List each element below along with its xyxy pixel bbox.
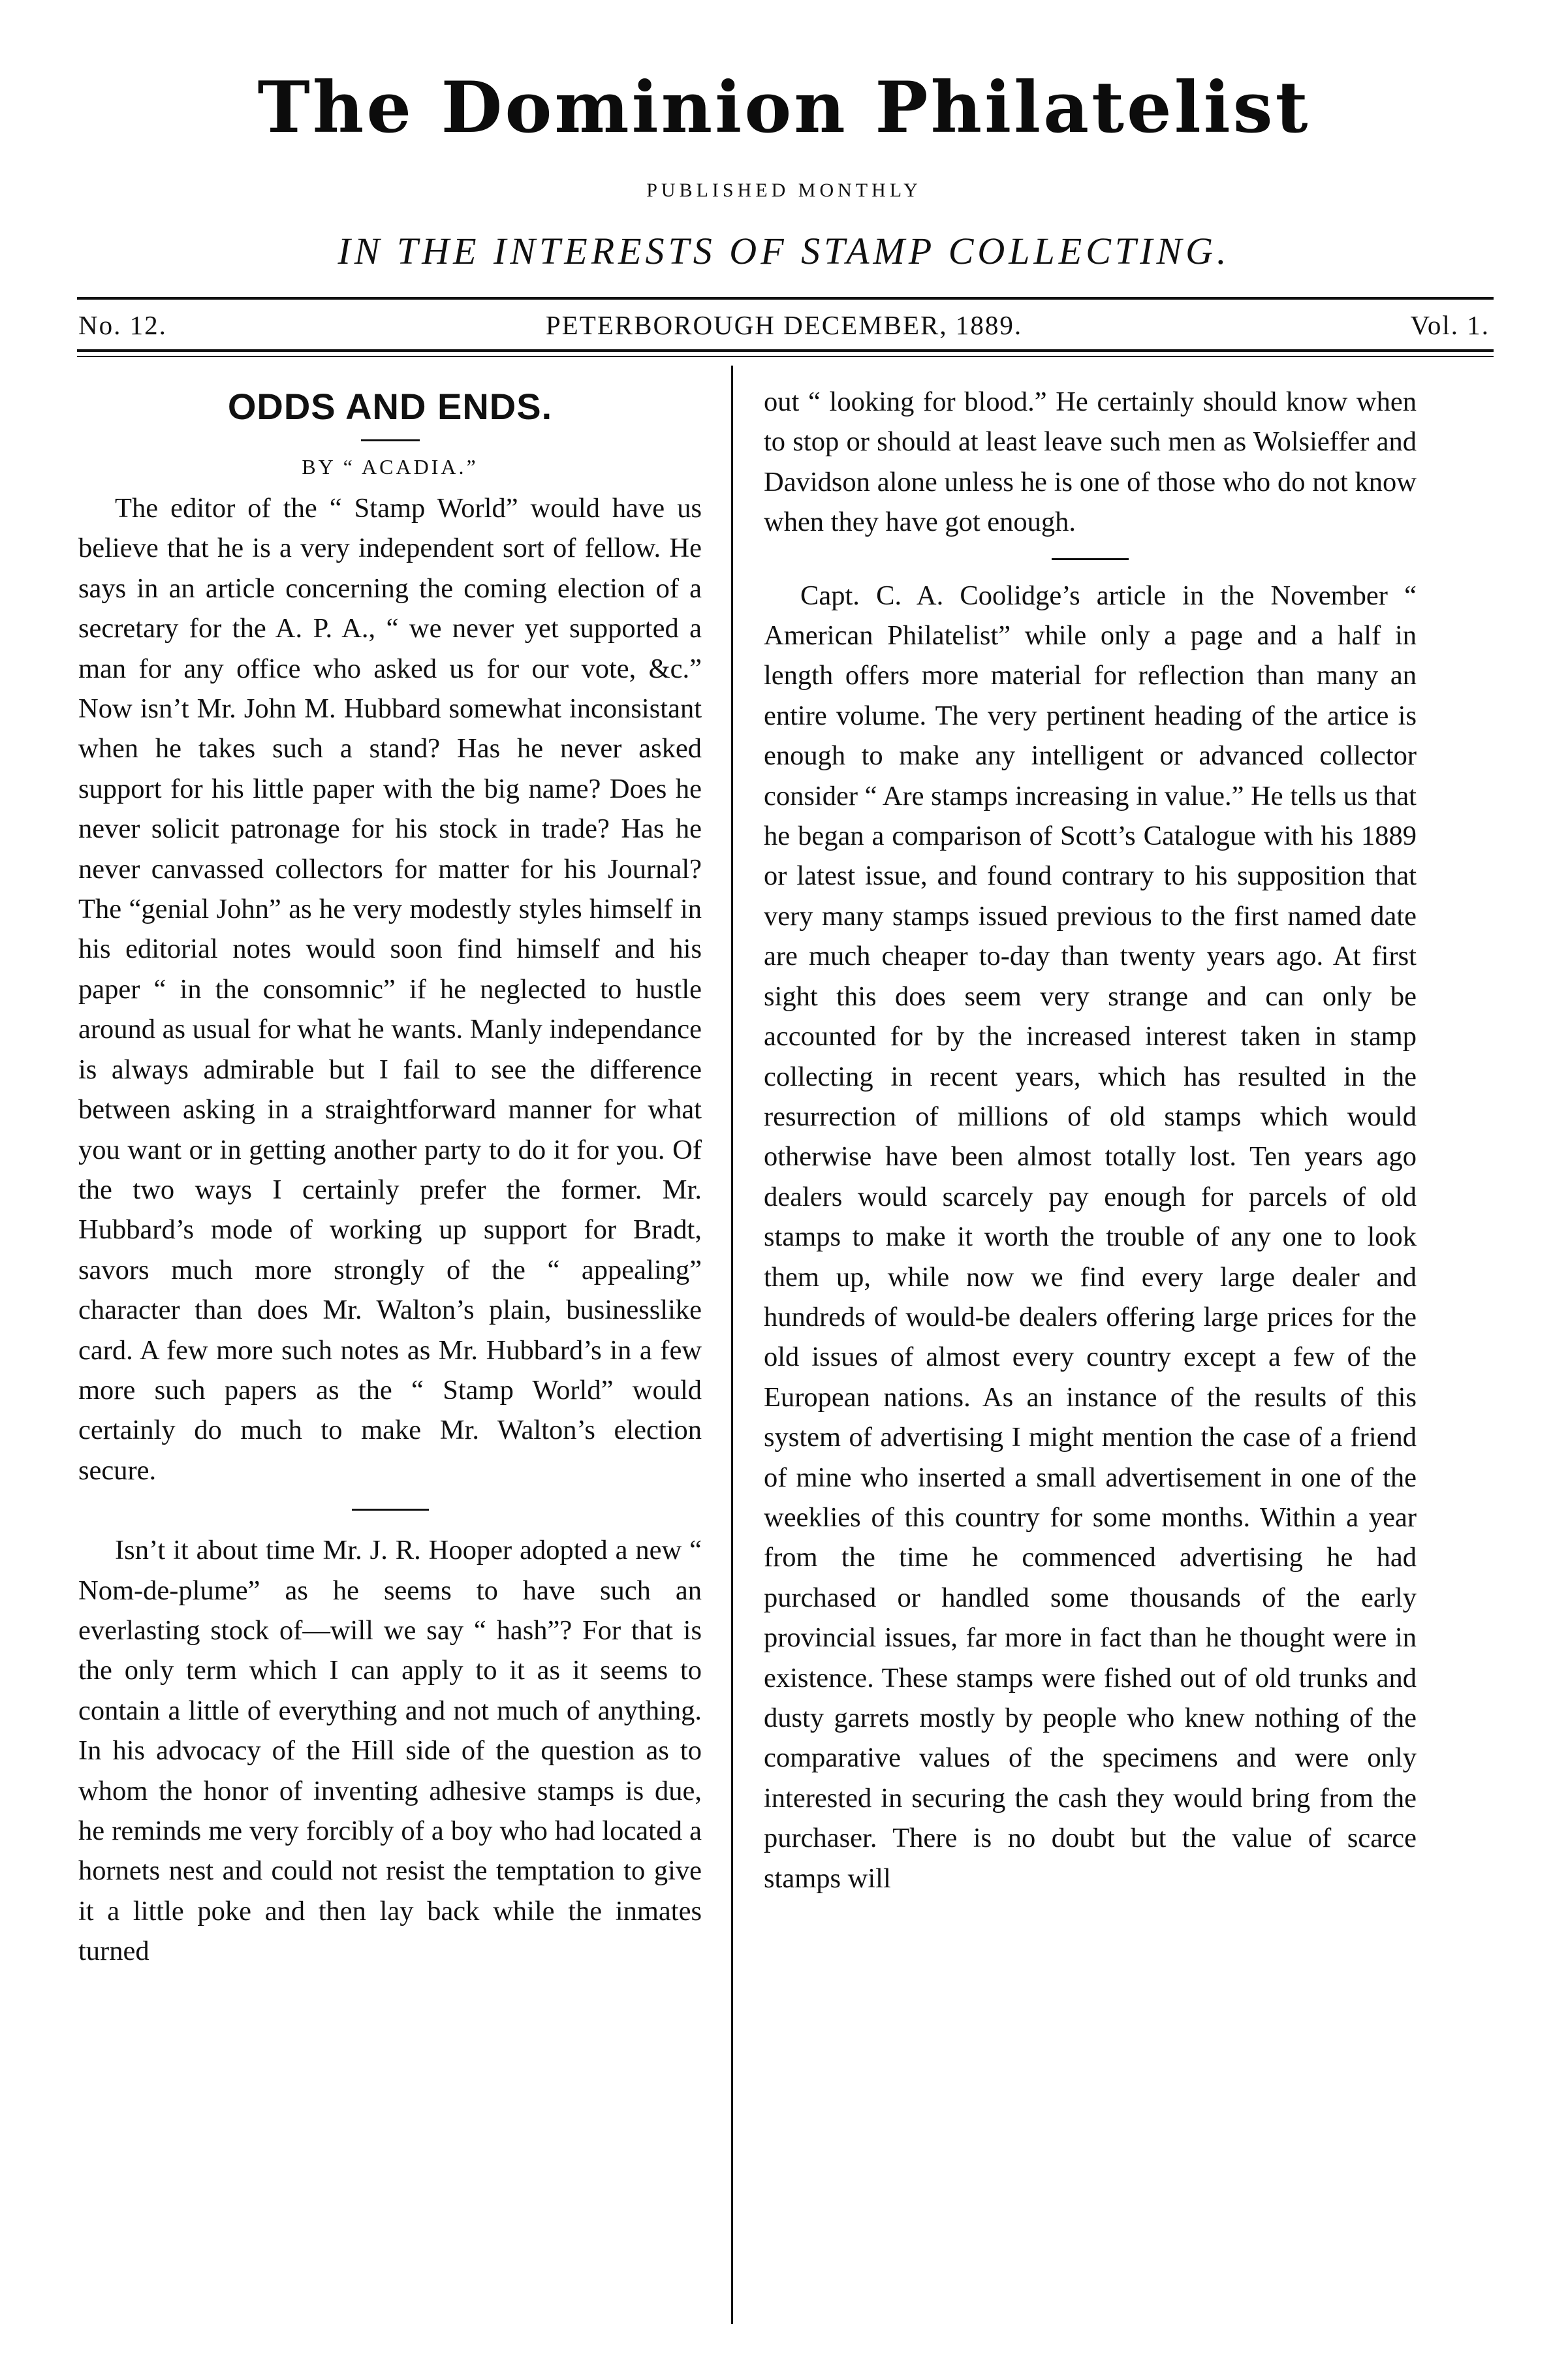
right-column [764, 382, 1417, 1898]
paragraph: Isn’t it about time Mr. J. R. Hooper adopted a new “ Nom-de-plume” as he seems to have such an everlasting stock of—will we say “ hash”? For that is the only term which I can apply to it as it seems to contain a little of everything and not much of anything. In his advocacy of the Hill side of the question as to whom the honor of inventing adhesive stamps is due, he reminds me very forcibly of a boy who had located a hornets nest and could not resist the temptation to give it a little poke and then lay back while the inmates turned [78, 1535, 702, 1967]
issue-place-date: PETERBOROUGH DECEMBER, 1889. [545, 310, 1023, 340]
paragraph: Capt. C. A. Coolidge’s article in the November “ American Philatelist” while only a page and a half in length offers more material for reflection than many an entire volume. The very pertinent heading of the artice is enough to make any intelligent or advanced collector consider “ Are stamps increasing in value.” He tells us that he began a comparison of Scott’s Catalogue with his 1889 or latest issue, and found contrary to his supposition that very many stamps issued previous to the first named date are much cheaper to-day than twenty years ago. At first sight this does seem very strange and can only be accounted for by the increased interest taken in stamp collecting in recent years, which has resulted in the resurrection of millions of old stamps which would otherwise have been almost totally lost. Ten years ago dealers would scarcely pay enough for parcels of old stamps to make it worth the trouble of any one to look them up, while now we find every large dealer and hundreds of would-be dealers offering large prices for the old issues of almost every country except a few of the European nations. As an instance of the results of this system of advertising I might mention the case of a friend of mine who inserted a small advertisement in one of the weeklies of this country for some months. Within a year from the time he commenced advertising he had purchased or handled some thousands of the early provincial issues, far more in fact than he thought were in existence. These stamps were fished out of old trunks and dusty garrets mostly by people who knew nothing of the comparative values of the specimens and were only interested in securing the cash they would bring from the purchaser. There is no doubt but the value of scarce stamps will [764, 580, 1417, 1894]
section-separator [1052, 558, 1129, 560]
section-separator [352, 1509, 429, 1511]
title-rule [361, 439, 420, 441]
issue-volume: Vol. 1. [1410, 310, 1490, 340]
column-divider [731, 366, 733, 2324]
paragraph-continued: out “ looking for blood.” He certainly should know when to stop or should at least leave such men as Wolsieffer and Davidson alone unless he is one of those who do not know when they have got enough. [764, 386, 1417, 538]
paragraph: The editor of the “ Stamp World” would have us believe that he is a very independent sort of fellow. He says in an article concerning the coming election of a secretary for the A. P. A., “ we never yet supported a man for any office who asked us for our vote, &c.” Now isn’t Mr. John M. Hubbard somewhat inconsistant when he takes such a stand? Has he never asked support for his little paper with the big name? Does he never solicit patronage for his stock in trade? Has he never canvassed collectors for matter for his Journal? The “genial John” as he very modestly styles himself in his editorial notes would soon find himself and his paper “ in the consomnic” if he neglected to hustle around as usual for what he wants. Manly independance is always admirable but I fail to see the difference between asking in a straightforward manner for what you want or in getting another party to do it for you. Of the two ways I certainly prefer the former. Mr. Hubbard’s mode of working up support for Bradt, savors much more strongly of the “ appealing” character than does Mr. Walton’s plain, businesslike card. A few more such notes as Mr. Hubbard’s in a few more such papers as the “ Stamp World” would certainly do much to make Mr. Walton’s election secure. [78, 493, 702, 1486]
masthead-rule-bottom-thin [77, 356, 1494, 357]
masthead-rule-bottom [77, 349, 1494, 352]
publication-title: The Dominion Philatelist [257, 67, 1311, 149]
article-title: ODDS AND ENDS. [227, 386, 553, 427]
masthead-rule-top [77, 297, 1494, 300]
left-column [78, 382, 702, 1972]
article-byline: BY “ ACADIA.” [302, 455, 478, 479]
publication-frequency: PUBLISHED MONTHLY [646, 180, 922, 201]
publication-tagline: IN THE INTERESTS OF STAMP COLLECTING. [337, 230, 1231, 272]
issue-number: No. 12. [78, 310, 167, 340]
